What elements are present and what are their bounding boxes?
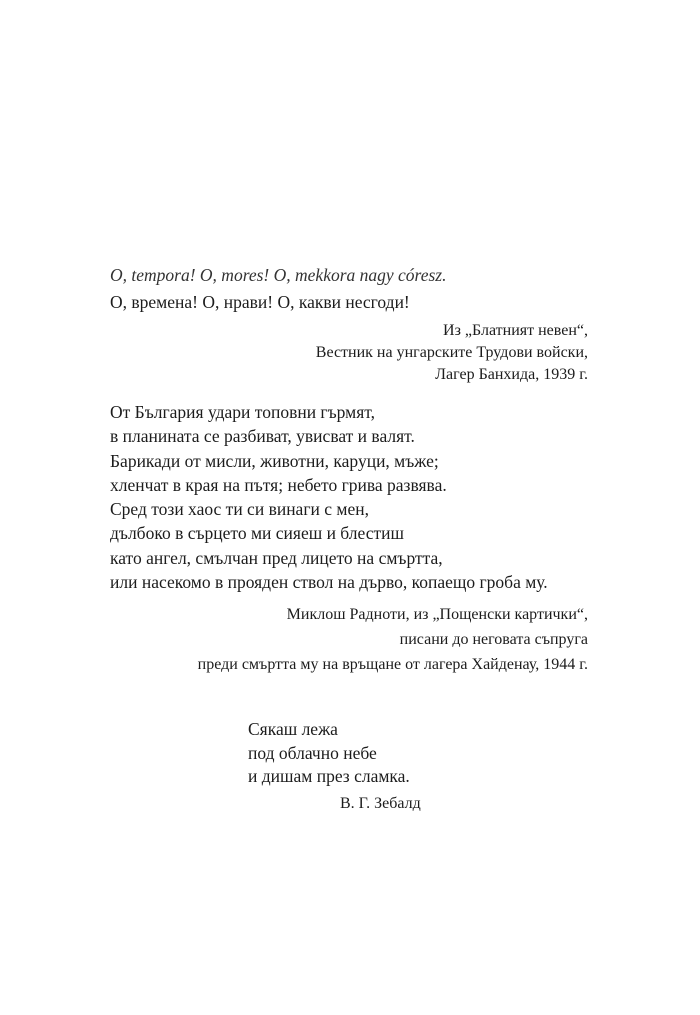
- epigraph-bulgarian-line: О, времена! О, нрави! О, какви несгоди!: [110, 292, 410, 312]
- poem-line: като ангел, смълчан пред лицето на смъртта,: [110, 547, 443, 568]
- attribution-line: Вестник на унгарските Трудови войски,: [315, 344, 588, 361]
- poem-line: Сред този хаос ти си винаги с мен,: [110, 499, 369, 520]
- epigraph1-attribution: [316, 320, 588, 386]
- quote-line: и дишам през сламка.: [248, 766, 410, 786]
- attribution-line: преди смъртта му на връщане от лагера Хайденау, 1944 г.: [197, 656, 588, 673]
- quote-line: под облачно небе: [248, 742, 377, 763]
- quote-line: Сякаш лежа: [248, 719, 338, 739]
- attribution-line: Лагер Банхида, 1939 г.: [435, 366, 588, 383]
- attribution-line: Из „Блатният невен“,: [443, 322, 588, 339]
- poem-line: Барикади от мисли, животни, каруци, мъже;: [110, 450, 439, 471]
- poem-line: хленчат в края на пътя; небето грива развява.: [110, 474, 447, 495]
- epigraph2-attribution: [198, 602, 588, 677]
- poem-line: или насекомо в прояден ствол на дърво, копаещо гроба му.: [110, 572, 548, 593]
- epigraph-latin-line: O, tempora! O, mores! O, mekkora nagy córesz.: [110, 265, 447, 285]
- epigraph3-attribution: В. Г. Зебалд: [340, 795, 421, 812]
- poem-line: в планината се разбиват, увисват и валят.: [110, 426, 415, 447]
- poem-line: От България удари топовни гърмят,: [110, 402, 375, 422]
- attribution-line: писани до неговата съпруга: [399, 631, 588, 648]
- poem-line: дълбоко в сърцето ми сияеш и блестиш: [110, 523, 404, 544]
- sebald-quote: [248, 718, 410, 789]
- radnoti-poem: [110, 400, 548, 594]
- attribution-line: Миклош Радноти, из „Пощенски картички“,: [286, 606, 588, 623]
